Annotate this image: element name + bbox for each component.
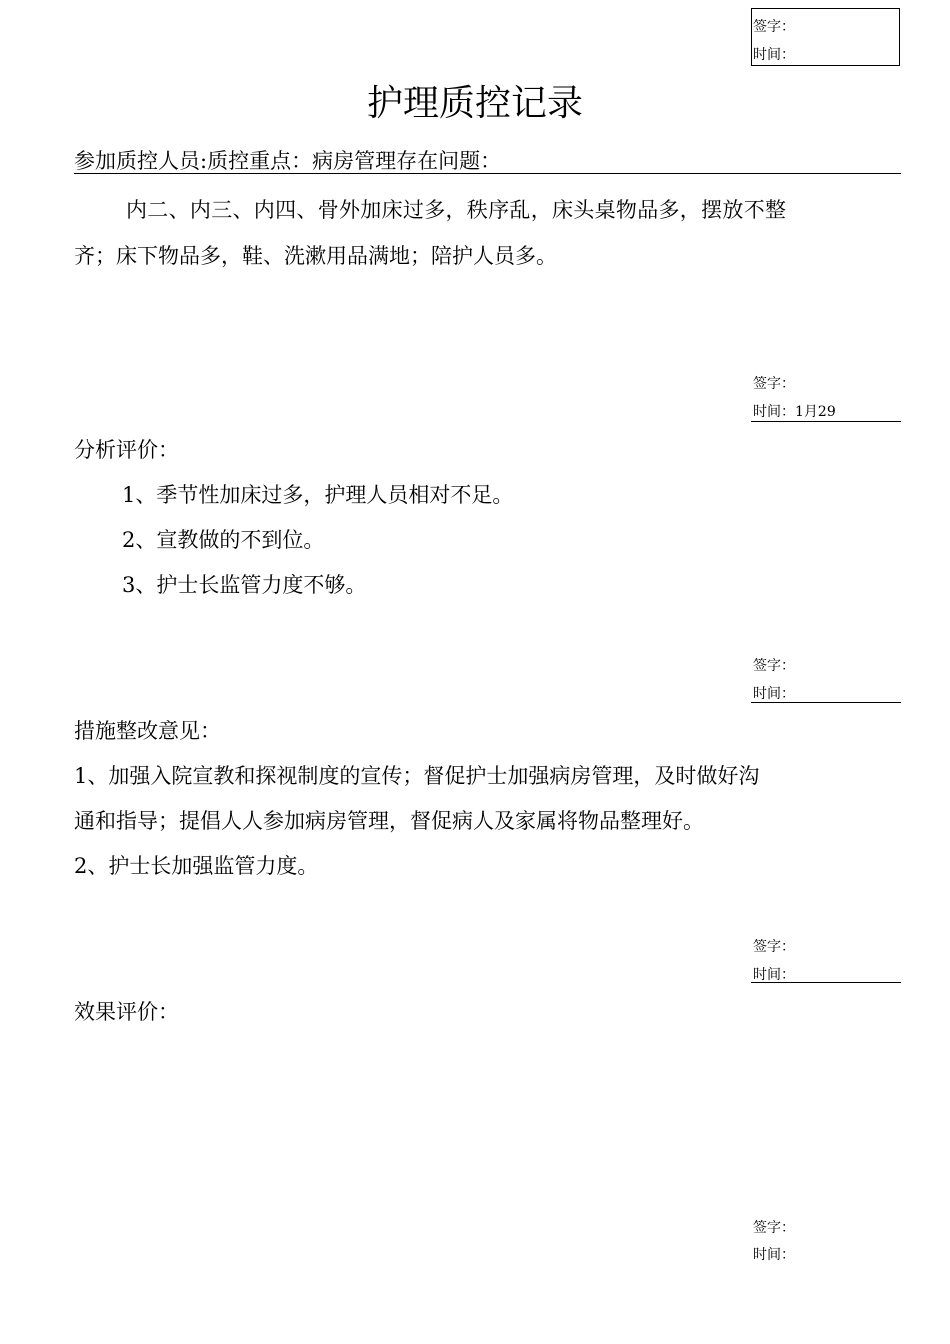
sign4-label: 签字： (753, 1220, 795, 1236)
sign1-label: 签字： (753, 376, 795, 392)
measures-line-3: 2、护士长加强监管力度。 (74, 854, 319, 878)
effect-heading: 效果评价： (74, 1000, 179, 1024)
measures-heading: 措施整改意见： (74, 719, 221, 743)
measures-line-1: 1、加强入院宣教和探视制度的宣传；督促护士加强病房管理，及时做好沟 (74, 764, 760, 788)
problems-line-1: 内二、内三、内四、骨外加床过多，秩序乱，床头桌物品多，摆放不整 (126, 198, 787, 222)
sign3-time-label: 时间： (753, 967, 795, 983)
analysis-item: 3、护士长监管力度不够。 (122, 573, 367, 597)
page-title: 护理质控记录 (366, 83, 583, 124)
sign3-label: 签字： (753, 939, 795, 955)
analysis-item: 1、季节性加床过多，护理人员相对不足。 (122, 483, 514, 507)
problems-line-2: 齐；床下物品多，鞋、洗漱用品满地；陪护人员多。 (74, 244, 557, 268)
sign2-underline (751, 702, 901, 703)
header-underline (74, 173, 901, 174)
measures-line-2: 通和指导；提倡人人参加病房管理，督促病人及家属将物品整理好。 (74, 809, 704, 833)
sign4-time-label: 时间： (753, 1247, 795, 1263)
sign1-time-label: 时间：1月29 (753, 404, 836, 420)
analysis-item: 2、宣教做的不到位。 (122, 528, 325, 552)
analysis-heading: 分析评价： (74, 438, 179, 462)
sign1-underline (751, 421, 901, 422)
top-sign-label: 签字： (753, 19, 795, 35)
sign3-underline (751, 982, 901, 983)
sign2-time-label: 时间： (753, 686, 795, 702)
header-line: 参加质控人员:质控重点：病房管理存在问题： (74, 149, 502, 173)
sign2-label: 签字： (753, 658, 795, 674)
top-time-label: 时间： (753, 47, 795, 63)
